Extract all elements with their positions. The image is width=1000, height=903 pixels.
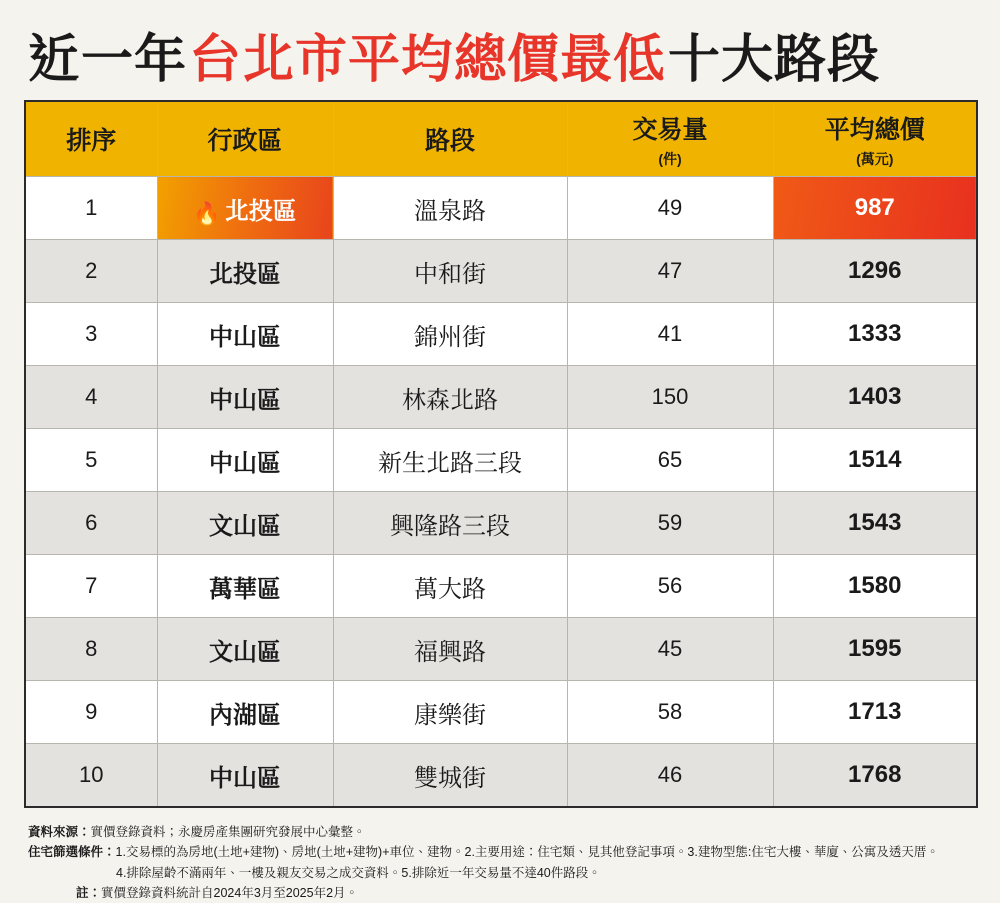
- table-row: [25, 429, 977, 492]
- cell-rank: 7: [25, 555, 157, 618]
- table-row: [25, 492, 977, 555]
- cell-district: 文山區: [157, 618, 333, 681]
- cell-avg-price: 1333: [773, 303, 977, 366]
- cell-avg-price: 1543: [773, 492, 977, 555]
- cell-volume: 41: [567, 303, 773, 366]
- cell-district: [157, 177, 333, 240]
- footnote-criteria-label: 住宅篩選條件：: [28, 845, 116, 860]
- table-header: [25, 101, 977, 177]
- table-header-row: [25, 101, 977, 177]
- column-header-avg-price-label: 平均總價: [824, 115, 925, 144]
- cell-district: 北投區: [157, 240, 333, 303]
- cell-road: 溫泉路: [333, 177, 567, 240]
- cell-district: 中山區: [157, 303, 333, 366]
- cell-district: 中山區: [157, 366, 333, 429]
- cell-district: 文山區: [157, 492, 333, 555]
- fire-icon: 🔥: [193, 200, 221, 226]
- table-row: [25, 618, 977, 681]
- footnote-source: [28, 822, 976, 842]
- footnote-remark-label: 註：: [76, 885, 102, 900]
- cell-road: 中和街: [333, 240, 567, 303]
- table-row: [25, 681, 977, 744]
- column-header-avg-price: [773, 101, 977, 177]
- cell-road: 新生北路三段: [333, 429, 567, 492]
- table-row: [25, 555, 977, 618]
- column-header-rank: [25, 101, 157, 177]
- footnote-criteria-cont: 4.排除屋齡不滿兩年、一樓及親友交易之成交資料。5.排除近一年交易量不達40件路段。: [116, 865, 601, 880]
- cell-rank: 8: [25, 618, 157, 681]
- table-row: [25, 366, 977, 429]
- column-header-avg-price-unit: (萬元): [856, 150, 894, 167]
- cell-rank: 5: [25, 429, 157, 492]
- title-part-1: 近一年: [28, 31, 188, 89]
- cell-rank: 2: [25, 240, 157, 303]
- column-header-volume: [567, 101, 773, 177]
- column-header-road-label: 路段: [424, 127, 475, 155]
- column-header-road: [333, 101, 567, 177]
- cell-district: 中山區: [157, 429, 333, 492]
- cell-road: 雙城街: [333, 744, 567, 808]
- cell-volume: 46: [567, 744, 773, 808]
- cell-volume: 45: [567, 618, 773, 681]
- column-header-volume-unit: (件): [658, 150, 682, 167]
- table-body: [25, 177, 977, 808]
- column-header-district: [157, 101, 333, 177]
- cell-volume: 56: [567, 555, 773, 618]
- cell-rank: 6: [25, 492, 157, 555]
- footnote-source-text: 實價登錄資料；永慶房產集團研究發展中心彙整。: [90, 825, 366, 839]
- cell-avg-price: 1768: [773, 744, 977, 808]
- cell-rank: 9: [25, 681, 157, 744]
- title-part-3: 十大路段: [668, 31, 881, 89]
- cell-avg-price: 1296: [773, 240, 977, 303]
- table-row: [25, 177, 977, 240]
- cell-road: 福興路: [333, 618, 567, 681]
- title-part-2: 台北市平均總價最低: [189, 31, 667, 89]
- cell-road: 興隆路三段: [333, 492, 567, 555]
- column-header-district-label: 行政區: [207, 127, 283, 155]
- cell-volume: 58: [567, 681, 773, 744]
- cell-road: 康樂街: [333, 681, 567, 744]
- column-header-rank-label: 排序: [66, 127, 117, 155]
- cell-district: 內湖區: [157, 681, 333, 744]
- column-header-volume-label: 交易量: [632, 115, 708, 144]
- cell-volume: 59: [567, 492, 773, 555]
- cell-volume: 65: [567, 429, 773, 492]
- cell-rank: 1: [25, 177, 157, 240]
- cell-avg-price: 987: [773, 177, 977, 240]
- cell-district: 萬華區: [157, 555, 333, 618]
- footnote-remark: [28, 883, 976, 903]
- cell-volume: 47: [567, 240, 773, 303]
- cell-avg-price: 1595: [773, 618, 977, 681]
- cell-road: 林森北路: [333, 366, 567, 429]
- cell-avg-price: 1580: [773, 555, 977, 618]
- footnotes: [24, 822, 976, 903]
- footnote-remark-text: 實價登錄資料統計自2024年3月至2025年2月。: [101, 885, 359, 900]
- page-title: [24, 0, 976, 100]
- cell-road: 萬大路: [333, 555, 567, 618]
- cell-avg-price: 1403: [773, 366, 977, 429]
- footnote-source-label: 資料來源：: [28, 825, 91, 839]
- footnote-criteria: [28, 842, 976, 862]
- cell-avg-price: 1713: [773, 681, 977, 744]
- cell-volume: 150: [567, 366, 773, 429]
- cell-district-label: 北投區: [224, 197, 297, 225]
- cell-rank: 4: [25, 366, 157, 429]
- cell-road: 錦州街: [333, 303, 567, 366]
- footnote-criteria-line1: 1.交易標的為房地(土地+建物)、房地(土地+建物)+車位、建物。2.主要用途：住宅類、見其他登記事項。3.建物型態:住宅大樓、華廈、公寓及透天厝。: [115, 845, 939, 860]
- table-row: [25, 744, 977, 808]
- cell-volume: 49: [567, 177, 773, 240]
- cell-rank: 10: [25, 744, 157, 808]
- cell-avg-price: 1514: [773, 429, 977, 492]
- table-row: [25, 240, 977, 303]
- cell-rank: 3: [25, 303, 157, 366]
- cell-district: 中山區: [157, 744, 333, 808]
- ranking-table: [24, 100, 978, 808]
- table-row: [25, 303, 977, 366]
